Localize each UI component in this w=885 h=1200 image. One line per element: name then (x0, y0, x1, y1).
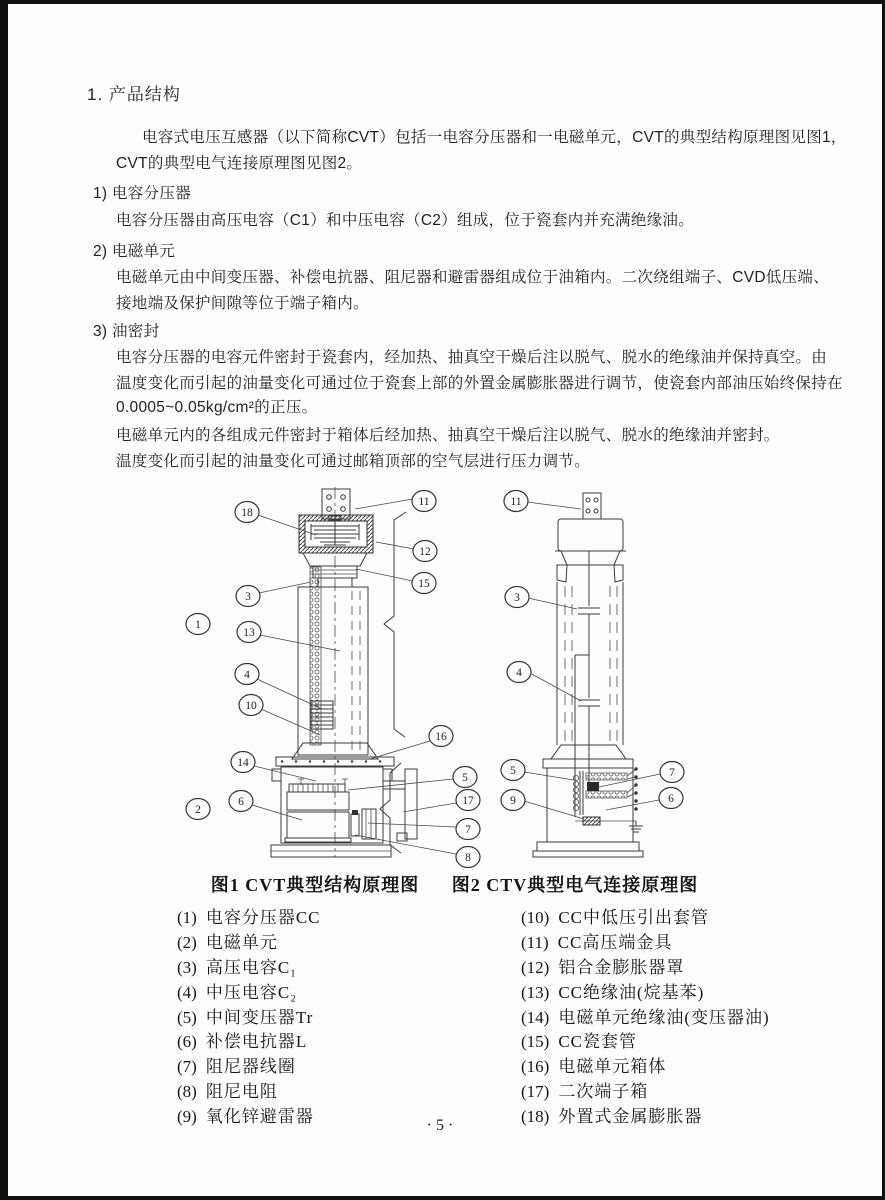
fig2-damper-coil (587, 782, 599, 791)
fig1-callout-12: 12 (419, 546, 431, 558)
fig1-flange-bolts (281, 760, 381, 762)
fig1-callout-15: 15 (418, 578, 430, 590)
figure1-caption: 图1 CVT典型结构原理图 (210, 875, 420, 895)
fig2-callout-6: 6 (668, 793, 674, 805)
fig1-em-unit-tank (281, 767, 383, 843)
fig1-callout-14: 14 (237, 757, 249, 769)
fig1-secondary-terminal-box (405, 769, 417, 839)
fig1-callout-16: 16 (435, 731, 447, 743)
fig2-top-cap (558, 519, 623, 551)
fig1-callout-11: 11 (418, 496, 430, 508)
part-item-6: (6) 补偿电抗器L (177, 1032, 308, 1051)
fig2-intermediate-transformer (573, 771, 627, 815)
part-item-10: (10) CC中低压引出套管 (521, 908, 710, 927)
fig1-terminal-ticks (293, 784, 338, 792)
part-item-17: (17) 二次端子箱 (521, 1082, 649, 1101)
figure1-structure-diagram (186, 487, 480, 868)
part-item-14: (14) 电磁单元绝缘油(变压器油) (521, 1008, 770, 1027)
fig2-callout-3: 3 (514, 592, 520, 604)
fig1-callout-13: 13 (243, 627, 255, 639)
fig1-callout-10: 10 (245, 700, 257, 712)
heading-capacitor-divider: 1) 电容分压器 (93, 185, 191, 202)
para2-line-2: 接地端及保护间隙等位于端子箱内。 (116, 295, 369, 312)
figure2-electrical-diagram (501, 491, 684, 858)
part-item-1: (1) 电容分压器CC (177, 908, 321, 927)
fig2-callout-4: 4 (516, 667, 522, 679)
figure2-caption: 图2 CTV典型电气连接原理图 (451, 875, 699, 895)
fig1-transformer-top (287, 792, 349, 810)
page-number: · 5 · (426, 1117, 454, 1134)
fig1-callout-8: 8 (465, 852, 471, 864)
fig1-callout-1: 1 (195, 619, 201, 631)
fig1-callout-6: 6 (238, 796, 244, 808)
fig2-callouts (501, 491, 684, 811)
para3-line-1: 电容分压器的电容元件密封于瓷套内，经加热、抽真空干燥后注以脱气、脱水的绝缘油并保持真空。由 (116, 349, 828, 366)
fig2-callout-11: 11 (510, 496, 522, 508)
part-item-8: (8) 阻尼电阻 (177, 1082, 278, 1101)
part-item-3: (3) 高压电容C₁ (177, 958, 298, 977)
fig2-arrester (583, 817, 600, 825)
fig1-callout-7: 7 (465, 824, 471, 836)
part-item-13: (13) CC绝缘油(烷基苯) (521, 983, 705, 1002)
intro-line-1: 电容式电压互感器（以下简称CVT）包括一电容分压器和一电磁单元，CVT的典型结构原理图见图1， (142, 129, 847, 146)
part-item-15: (15) CC瓷套管 (521, 1032, 638, 1051)
intro-line-2: CVT的典型电气连接原理图见图2。 (116, 155, 363, 172)
para3-line-4: 电磁单元内的各组成元件密封于箱体后经加热、抽真空干燥后注以脱气、脱水的绝缘油并密封。 (116, 427, 780, 444)
fig1-callout-4: 4 (244, 669, 250, 681)
para3-line-2: 温度变化而引起的油量变化可通过位于瓷套上部的外置金属膨胀器进行调节，使瓷套内部油压始终保持在 (116, 375, 843, 392)
part-item-11: (11) CC高压端金具 (521, 933, 673, 952)
fig1-callout-5: 5 (462, 772, 468, 784)
fig1-callout-3: 3 (245, 591, 251, 603)
para1-line-1: 电容分压器由高压电容（C1）和中压电容（C2）组成，位于瓷套内并充满绝缘油。 (116, 212, 695, 229)
fig1-capacitor-stack (310, 567, 321, 745)
para3-line-3: 0.0005~0.05kg/cm²的正压。 (116, 399, 318, 416)
para2-line-1: 电磁单元由中间变压器、补偿电抗器、阻尼器和避雷器组成位于油箱内。二次绕组端子、CVD低压端、 (116, 269, 830, 286)
fig2-callout-9: 9 (510, 795, 516, 807)
part-item-7: (7) 阻尼器线圈 (177, 1057, 296, 1076)
fig2-callout-5: 5 (510, 765, 516, 777)
fig1-terminal-strip (289, 784, 345, 792)
section-title: 1. 产品结构 (87, 85, 181, 104)
heading-electromagnetic-unit: 2) 电磁单元 (93, 243, 176, 260)
fig2-ground-symbol (629, 821, 643, 832)
fig2-leader-lines (524, 502, 660, 819)
part-item-4: (4) 中压电容C₂ (177, 983, 298, 1002)
part-item-16: (16) 电磁单元箱体 (521, 1057, 667, 1076)
part-item-12: (12) 铝合金膨胀器罩 (521, 958, 685, 977)
fig1-damper (351, 814, 359, 836)
fig1-transformer-body (287, 812, 349, 838)
fig1-side-component (362, 809, 376, 839)
para3-line-5: 温度变化而引起的油量变化可通过邮箱顶部的空气层进行压力调节。 (116, 453, 591, 470)
fig1-callout-17: 17 (462, 795, 474, 807)
part-item-9: (9) 氧化锌避雷器 (177, 1107, 314, 1126)
heading-oil-seal: 3) 油密封 (93, 323, 160, 340)
fig1-callout-18: 18 (241, 507, 253, 519)
part-item-18: (18) 外置式金属膨胀器 (521, 1107, 703, 1126)
fig2-hv-terminal (583, 493, 601, 519)
part-item-5: (5) 中间变压器Tr (177, 1008, 314, 1027)
fig1-callout-2: 2 (195, 804, 201, 816)
part-item-2: (2) 电磁单元 (177, 933, 278, 952)
fig2-base (537, 842, 639, 851)
cvt-diagrams (170, 483, 730, 875)
fig2-callout-7: 7 (669, 767, 675, 779)
